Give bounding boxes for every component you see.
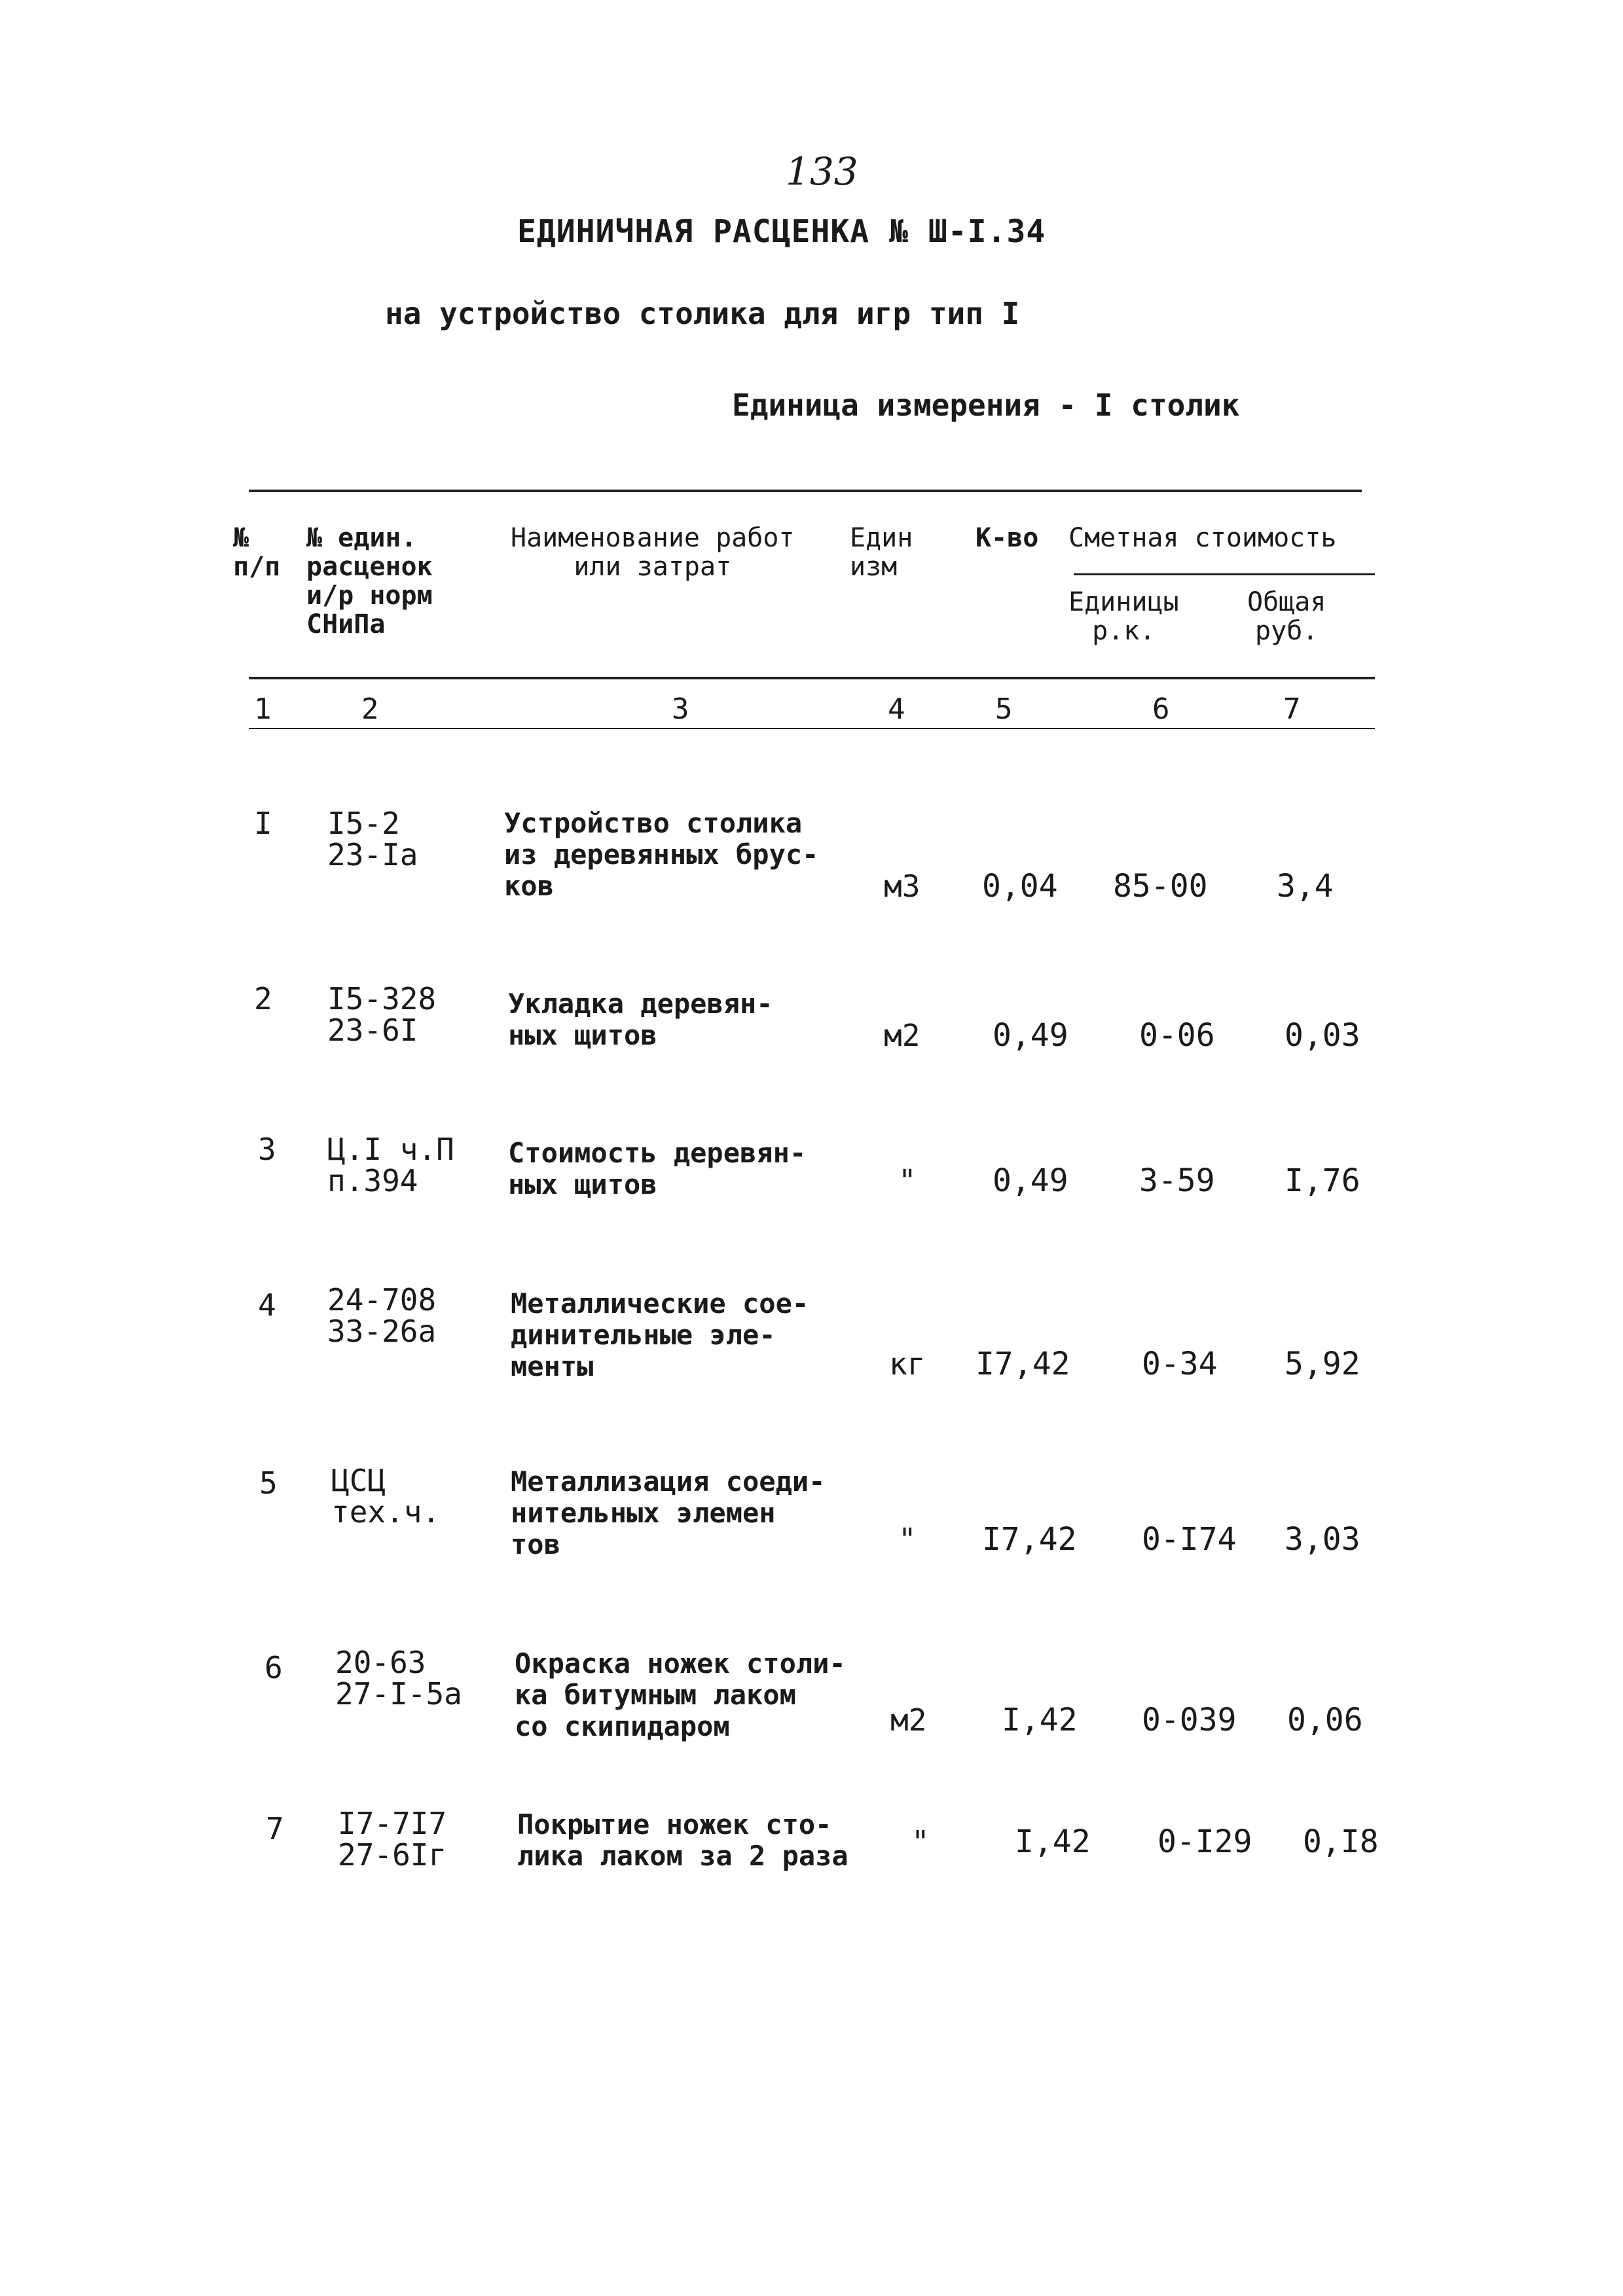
row-unit: м2 <box>884 1018 921 1053</box>
row-number: 3 <box>258 1132 276 1167</box>
row-name: Покрытие ножек сто- лика лаком за 2 раза <box>517 1808 848 1872</box>
document-subtitle: на устройство столика для игр тип I <box>385 296 1020 331</box>
row-qty: I7,42 <box>982 1521 1077 1558</box>
column-number: 2 <box>361 692 379 726</box>
row-unit: м3 <box>884 869 921 904</box>
row-number: 2 <box>254 981 272 1016</box>
row-name: Металлические сое- динительные эле- менты <box>511 1287 809 1382</box>
row-unit: " <box>898 1522 917 1557</box>
row-total: 5,92 <box>1285 1346 1360 1382</box>
row-unit: кг <box>889 1346 926 1382</box>
row-name: Окраска ножек столи- ка битумным лаком со скипидаром <box>515 1647 846 1742</box>
row-code: I5-328 23-6I <box>327 981 437 1048</box>
header-sub-rule <box>1074 573 1375 575</box>
row-unit: " <box>898 1163 917 1198</box>
row-price: 85-00 <box>1113 868 1208 905</box>
row-price: 0-34 <box>1142 1346 1218 1382</box>
row-unit: " <box>911 1824 930 1859</box>
row-qty: 0,04 <box>982 868 1058 905</box>
row-price: 0-039 <box>1142 1702 1237 1738</box>
row-number: I <box>254 806 272 841</box>
row-code: I7-7I7 27-6Iг <box>338 1806 447 1873</box>
row-number: 5 <box>259 1465 278 1501</box>
row-name: Устройство столика из деревянных брус- ков <box>504 807 819 902</box>
header-unit: Един изм <box>850 523 913 582</box>
row-code: 24-708 33-26а <box>327 1282 437 1349</box>
column-number: 5 <box>995 692 1013 726</box>
measurement-unit-line: Единица измерения - I столик <box>732 387 1240 423</box>
row-number: 4 <box>258 1287 276 1323</box>
row-price: 3-59 <box>1139 1162 1215 1199</box>
row-total: 3,03 <box>1285 1521 1360 1558</box>
row-qty: I,42 <box>1015 1823 1091 1860</box>
column-numbers-rule <box>249 728 1375 729</box>
column-number: 7 <box>1283 692 1301 726</box>
column-number: 1 <box>254 692 272 726</box>
row-code: Ц.I ч.П п.394 <box>327 1132 454 1198</box>
row-total: 0,I8 <box>1303 1823 1379 1860</box>
header-cost: Сметная стоимость <box>1068 523 1337 553</box>
row-price: 0-I29 <box>1158 1823 1252 1860</box>
row-code: ЦСЦ тех.ч. <box>331 1463 441 1530</box>
row-qty: 0,49 <box>993 1017 1068 1054</box>
table-top-rule <box>249 490 1362 492</box>
header-code: № един. расценок и/р норм СНиПа <box>306 523 433 639</box>
row-name: Металлизация соеди- нительных элемен тов <box>511 1465 826 1560</box>
row-unit: м2 <box>890 1702 927 1738</box>
document-title: ЕДИНИЧНАЯ РАСЦЕНКА № Ш-I.34 <box>517 213 1046 250</box>
row-total: I,76 <box>1285 1162 1360 1199</box>
column-number: 3 <box>672 692 689 726</box>
row-qty: I7,42 <box>976 1346 1070 1382</box>
row-code: I5-2 23-Iа <box>327 806 418 872</box>
row-number: 7 <box>266 1811 284 1846</box>
row-price: 0-I74 <box>1142 1521 1237 1558</box>
page-number: 133 <box>786 149 858 194</box>
row-total: 0,03 <box>1285 1017 1360 1054</box>
column-number: 6 <box>1152 692 1170 726</box>
row-price: 0-06 <box>1139 1017 1215 1054</box>
header-bottom-rule <box>249 677 1375 679</box>
header-num: № п/п <box>233 523 281 582</box>
column-number: 4 <box>888 692 905 726</box>
row-qty: I,42 <box>1002 1702 1078 1738</box>
header-name: Наименование работ или затрат <box>511 523 795 582</box>
row-code: 20-63 27-I-5а <box>335 1645 462 1712</box>
row-total: 3,4 <box>1277 868 1334 905</box>
row-number: 6 <box>264 1650 283 1685</box>
row-qty: 0,49 <box>993 1162 1068 1199</box>
row-total: 0,06 <box>1287 1702 1363 1738</box>
row-name: Стоимость деревян- ных щитов <box>508 1137 807 1200</box>
header-qty: К-во <box>976 523 1039 553</box>
header-unit-cost: Единицы р.к. <box>1068 587 1179 646</box>
row-name: Укладка деревян- ных щитов <box>508 988 773 1051</box>
header-total: Общая руб. <box>1247 587 1326 646</box>
